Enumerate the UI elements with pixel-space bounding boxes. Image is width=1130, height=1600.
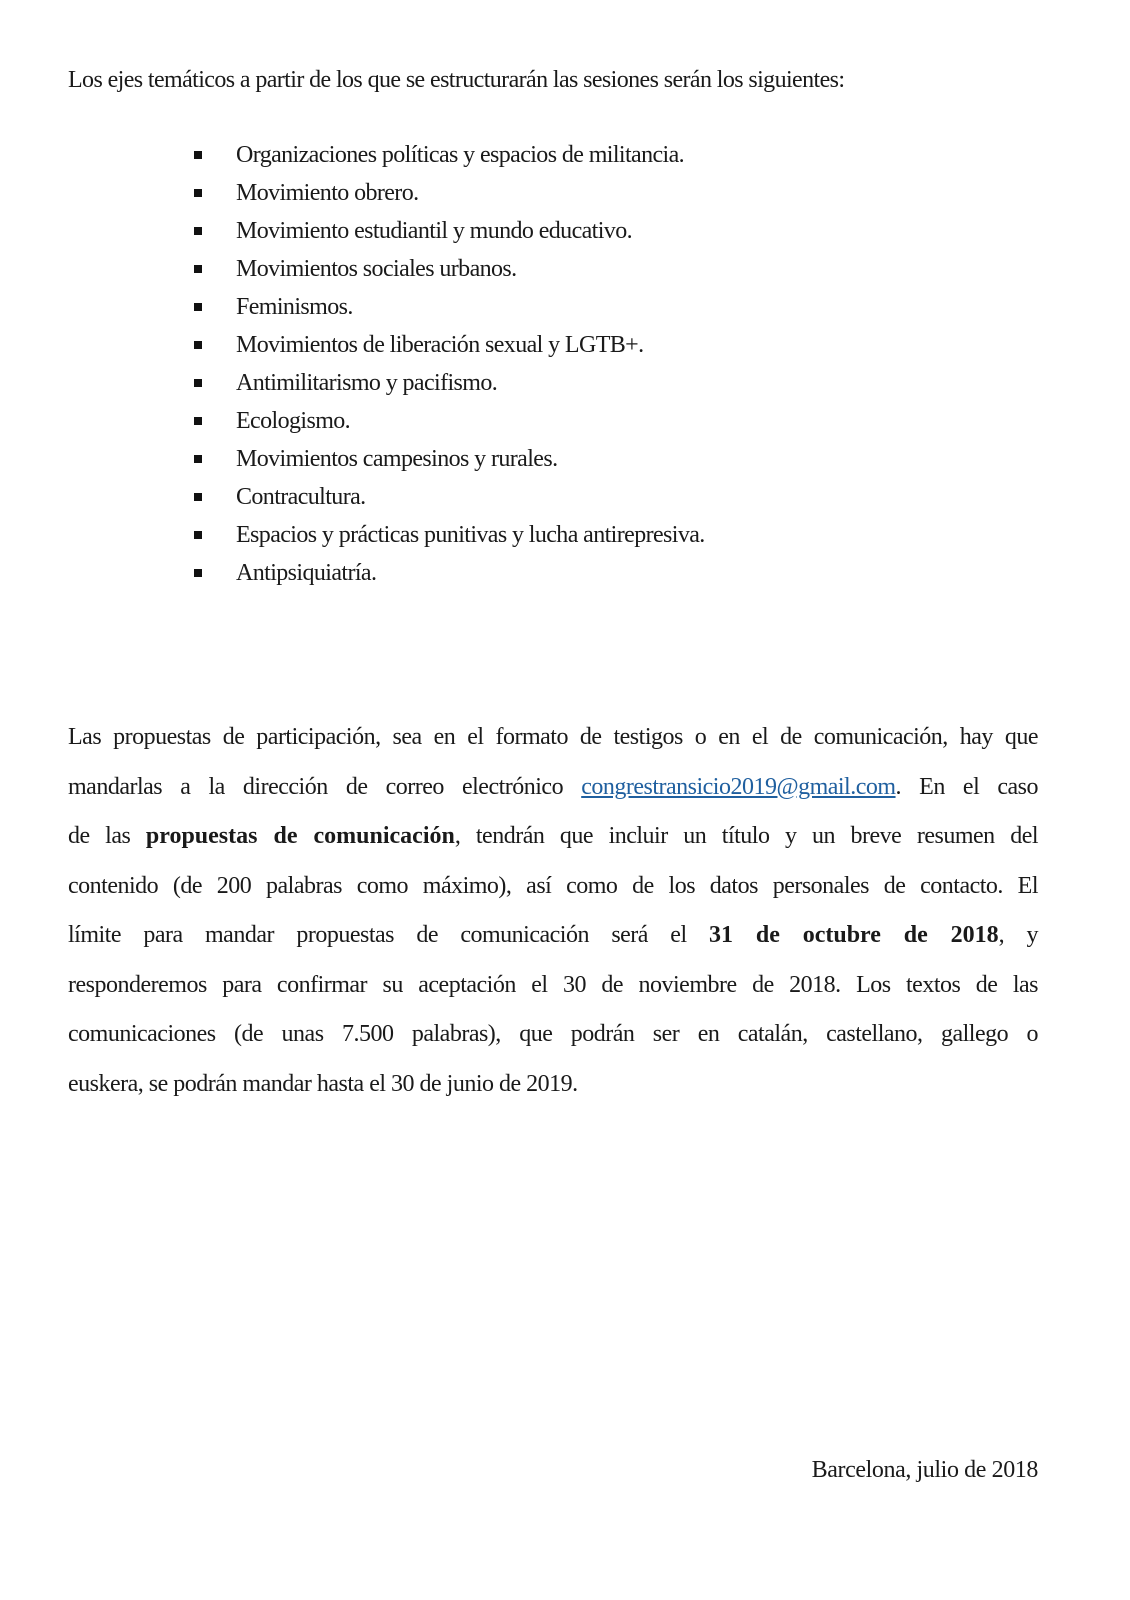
- text-run: límite para mandar propuestas de comunicación será el: [68, 922, 709, 948]
- text-run: mandarlas a la dirección de correo electrónico: [68, 773, 582, 800]
- theme-label: Antipsiquiatría.: [236, 559, 377, 586]
- theme-label: Contracultura.: [236, 483, 366, 510]
- email-link[interactable]: congrestransicio2019@gmail.com: [581, 773, 896, 800]
- list-item: [190, 440, 705, 478]
- theme-label: Feminismos.: [236, 293, 353, 320]
- paragraph-line: [68, 961, 1038, 1011]
- list-item: [190, 174, 705, 212]
- text-run: , y: [998, 922, 1039, 948]
- theme-label: Movimiento estudiantil y mundo educativo.: [236, 217, 633, 244]
- submission-paragraph: [68, 713, 1038, 1109]
- list-item: [190, 364, 705, 402]
- theme-label: Ecologismo.: [236, 407, 351, 434]
- theme-label: Organizaciones políticas y espacios de militancia.: [236, 141, 685, 168]
- list-item: [190, 402, 705, 440]
- text-run: de las: [68, 823, 146, 849]
- theme-label: Movimientos de liberación sexual y LGTB+.: [236, 331, 644, 358]
- themes-list: [190, 136, 705, 592]
- signoff-place-date: Barcelona, julio de 2018: [811, 1457, 1038, 1483]
- square-bullet-icon: [194, 455, 202, 463]
- text-run: responderemos para confirmar su aceptación el 30 de noviembre de 2018. Los textos de las: [68, 971, 1038, 998]
- list-item: [190, 326, 705, 364]
- square-bullet-icon: [194, 493, 202, 501]
- list-item: [190, 288, 705, 326]
- text-run: contenido (de 200 palabras como máximo), así como de los datos personales de contacto. El: [68, 872, 1038, 899]
- square-bullet-icon: [194, 569, 202, 577]
- square-bullet-icon: [194, 303, 202, 311]
- text-run: comunicaciones (de unas 7.500 palabras), que podrán ser en catalán, castellano, gallego o: [68, 1021, 1038, 1047]
- square-bullet-icon: [194, 531, 202, 539]
- square-bullet-icon: [194, 189, 202, 197]
- theme-label: Antimilitarismo y pacifismo.: [236, 369, 498, 396]
- list-item: [190, 516, 705, 554]
- text-run: , tendrán que incluir un título y un breve resumen del: [454, 823, 1039, 849]
- theme-label: Espacios y prácticas punitivas y lucha antirepresiva.: [236, 521, 705, 548]
- square-bullet-icon: [194, 341, 202, 349]
- paragraph-line: [68, 763, 1038, 813]
- paragraph-line: [68, 812, 1038, 862]
- square-bullet-icon: [194, 379, 202, 387]
- square-bullet-icon: [194, 151, 202, 159]
- paragraph-line: [68, 1060, 1038, 1110]
- text-run: euskera, se podrán mandar hasta el 30 de junio de 2019.: [68, 1070, 578, 1097]
- paragraph-line: [68, 1010, 1038, 1060]
- deadline-bold-text: 31 de octubre de 2018: [709, 922, 999, 948]
- square-bullet-icon: [194, 417, 202, 425]
- square-bullet-icon: [194, 227, 202, 235]
- list-item: [190, 212, 705, 250]
- list-item: [190, 136, 705, 174]
- intro-text: Los ejes temáticos a partir de los que se estructurarán las sesiones serán los siguientes:: [68, 67, 845, 93]
- text-run: Las propuestas de participación, sea en el formato de testigos o en el de comunicación, hay que: [68, 724, 1038, 750]
- paragraph-line: [68, 713, 1038, 763]
- bold-text: propuestas de comunicación: [145, 823, 455, 849]
- square-bullet-icon: [194, 265, 202, 273]
- list-item: [190, 554, 705, 592]
- paragraph-line: [68, 862, 1038, 912]
- list-item: [190, 250, 705, 288]
- list-item: [190, 478, 705, 516]
- text-run: . En el caso: [895, 773, 1038, 800]
- paragraph-line: [68, 911, 1038, 961]
- theme-label: Movimiento obrero.: [236, 179, 419, 206]
- theme-label: Movimientos sociales urbanos.: [236, 255, 517, 282]
- theme-label: Movimientos campesinos y rurales.: [236, 445, 558, 472]
